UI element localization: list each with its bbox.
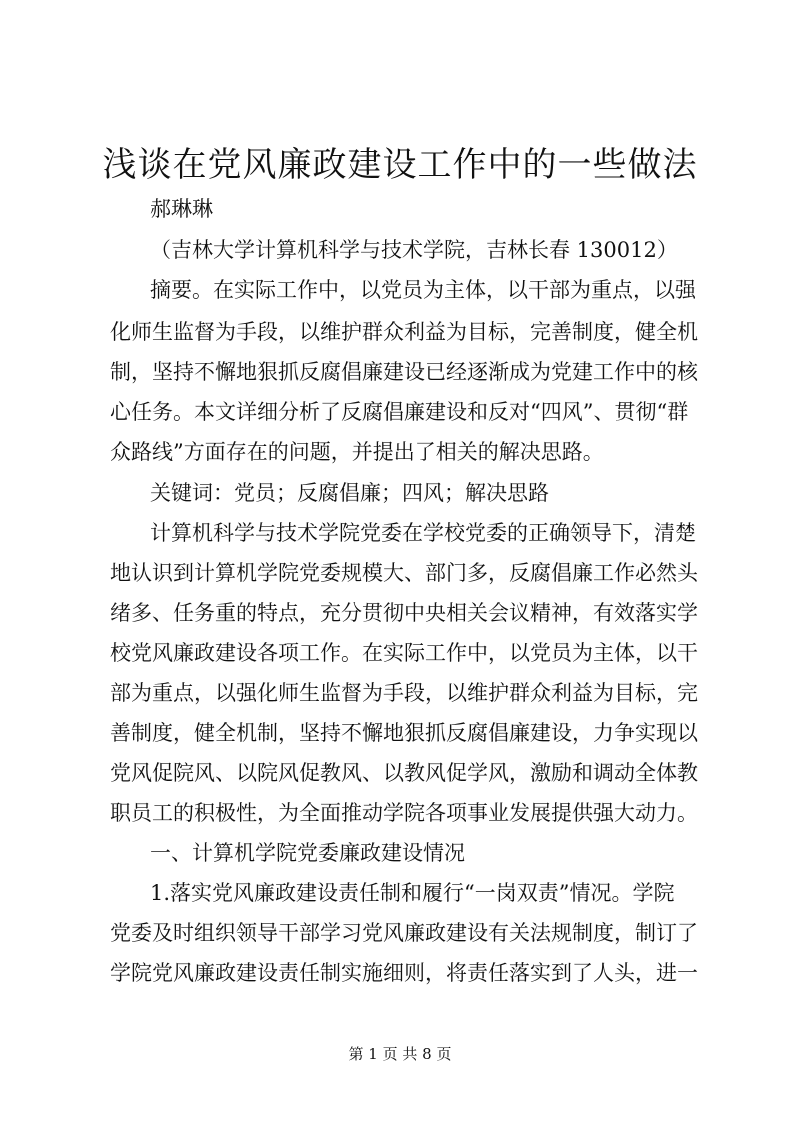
item-paragraph-line: 党委及时组织领导干部学习党风廉政建设有关法规制度，制订了	[110, 921, 698, 945]
item-paragraph-line: 学院党风廉政建设责任制实施细则，将责任落实到了人头，进一	[110, 961, 698, 985]
body-paragraph-line: 职员工的积极性，为全面推动学院各项事业发展提供强大动力。	[110, 801, 698, 825]
abstract-line: 心任务。本文详细分析了反腐倡廉建设和反对“四风”、贯彻“群	[110, 400, 689, 424]
section-heading: 一、计算机学院党委廉政建设情况	[150, 841, 465, 865]
abstract-line: 制，坚持不懈地狠抓反腐倡廉建设已经逐渐成为党建工作中的核	[110, 360, 698, 384]
abstract-line: 化师生监督为手段，以维护群众利益为目标，完善制度，健全机	[110, 320, 698, 344]
body-paragraph-line: 校党风廉政建设各项工作。在实际工作中，以党员为主体，以干	[110, 641, 698, 665]
author-name: 郝琳琳	[150, 197, 213, 221]
author-affiliation: （吉林大学计算机科学与技术学院，吉林长春 130012）	[150, 238, 678, 262]
body-paragraph-line: 党风促院风、以院风促教风、以教风促学风，激励和调动全体教	[110, 761, 698, 785]
item-paragraph-line: 1.落实党风廉政建设责任制和履行“一岗双责”情况。学院	[150, 881, 675, 905]
abstract-line: 摘要。在实际工作中，以党员为主体，以干部为重点，以强	[150, 278, 696, 302]
body-paragraph-line: 绪多、任务重的特点，充分贯彻中央相关会议精神，有效落实学	[110, 601, 698, 625]
abstract-line: 众路线”方面存在的问题，并提出了相关的解决思路。	[110, 440, 604, 464]
body-paragraph-line: 善制度，健全机制，坚持不懈地狠抓反腐倡廉建设，力争实现以	[110, 721, 698, 745]
body-paragraph-line: 地认识到计算机学院党委规模大、部门多，反腐倡廉工作必然头	[110, 561, 698, 585]
document-title: 浅谈在党风廉政建设工作中的一些做法	[102, 145, 698, 185]
body-paragraph-line: 部为重点，以强化师生监督为手段，以维护群众利益为目标，完	[110, 681, 698, 705]
page-number: 第 1 页 共 8 页	[348, 1045, 452, 1063]
keywords-line: 关键词：党员；反腐倡廉；四风；解决思路	[150, 481, 549, 505]
body-paragraph-line: 计算机科学与技术学院党委在学校党委的正确领导下，清楚	[150, 521, 696, 545]
